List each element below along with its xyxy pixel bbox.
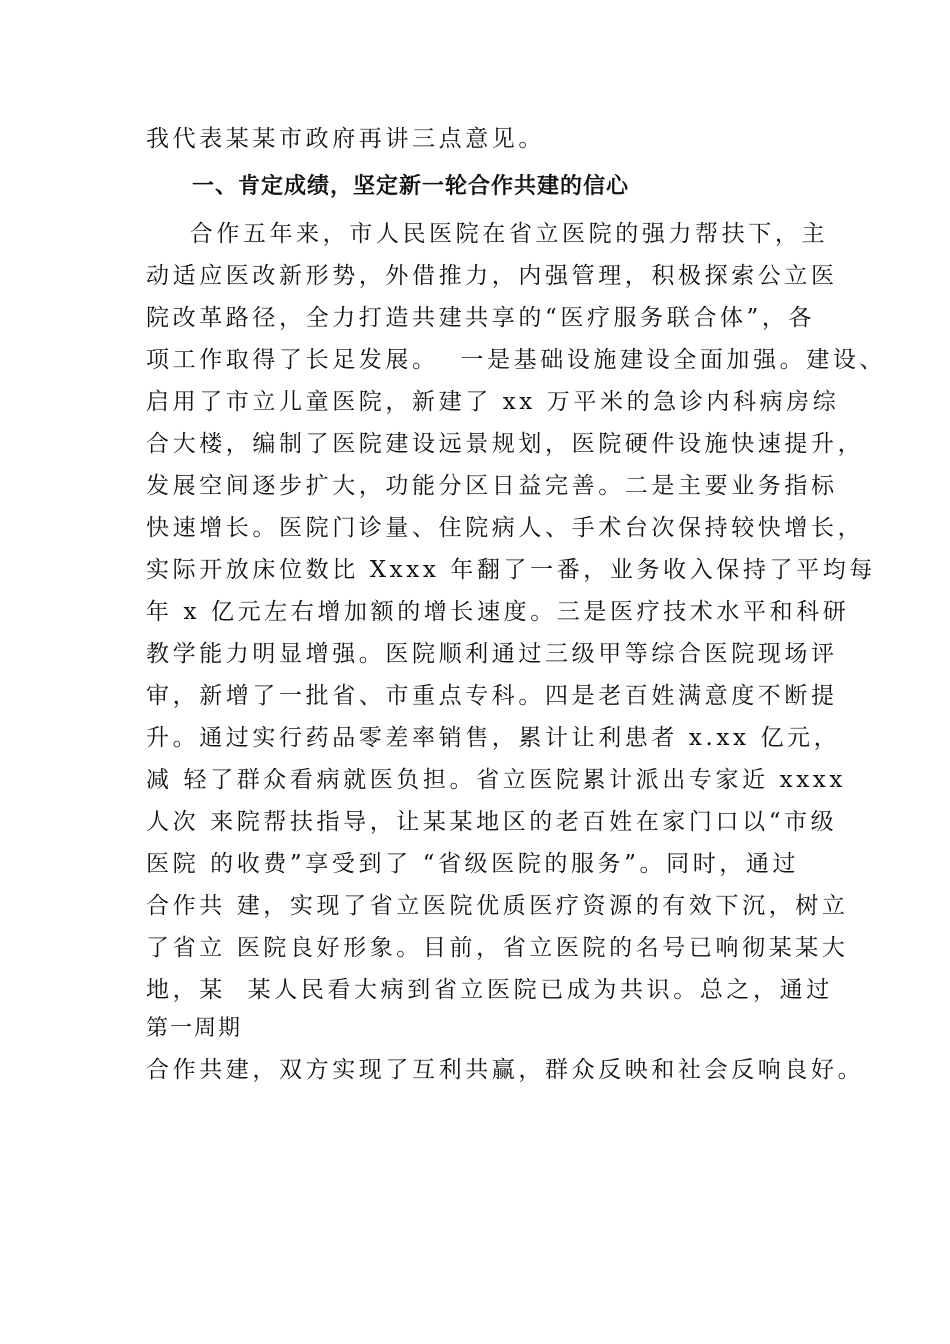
body-line: 合作五年来，市人民医院在省立医院的强力帮扶下，主 (146, 221, 829, 247)
body-line: 启用了市立儿童医院，新建了 xx 万平米的急诊内科病房综 (146, 389, 840, 415)
body-line: 快速增长。医院门诊量、住院病人、手术台次保持较快增长， (146, 515, 865, 541)
period-label: 第一周期 (146, 1016, 243, 1041)
body-line: 地，某 某人民看大病到省立医院已成为共识。总之，通过 (146, 977, 833, 1003)
body-line: 减 轻了群众看病就医负担。省立医院累计派出专家近 xxxx (146, 767, 846, 793)
body-line: 了省立 医院良好形象。目前，省立医院的名号已响彻某某大 (146, 935, 849, 961)
body-line: 院改革路径，全力打造共建共享的“医疗服务联合体”，各 (146, 305, 816, 331)
closing-line: 合作共建，双方实现了互利共赢，群众反映和社会反响良好。 (146, 1057, 865, 1083)
body-line: 动适应医改新形势，外借推力，内强管理，积极探索公立医 (146, 263, 838, 289)
body-line: 发展空间逐步扩大，功能分区日益完善。二是主要业务指标 (146, 473, 838, 499)
section-heading: 一、肯定成绩，坚定新一轮合作共建的信心 (192, 174, 630, 199)
intro-line: 我代表某某市政府再讲三点意见。 (146, 126, 545, 152)
body-line: 实际开放床位数比 Xxxx 年翻了一番，业务收入保持了平均每 (146, 557, 876, 583)
body-line: 合作共 建，实现了省立医院优质医疗资源的有效下沉，树立 (146, 893, 849, 919)
body-line: 教学能力明显增强。医院顺利通过三级甲等综合医院现场评 (146, 641, 838, 667)
body-line: 年 x 亿元左右增加额的增长速度。三是医疗技术水平和科研 (146, 599, 850, 625)
body-line: 医院 的收费”享受到了 “省级医院的服务”。同时，通过 (146, 851, 800, 877)
body-line: 升。通过实行药品零差率销售，累计让利患者 x.xx 亿元， (146, 725, 841, 751)
body-line: 合大楼，编制了医院建设远景规划，医院硬件设施快速提升， (146, 431, 865, 457)
body-line: 项工作取得了长足发展。 一是基础设施建设全面加强。建设、 (146, 347, 887, 373)
body-line: 人次 来院帮扶指导，让某某地区的老百姓在家门口以“市级 (146, 809, 838, 835)
body-line: 审，新增了一批省、市重点专科。四是老百姓满意度不断提 (146, 683, 838, 709)
